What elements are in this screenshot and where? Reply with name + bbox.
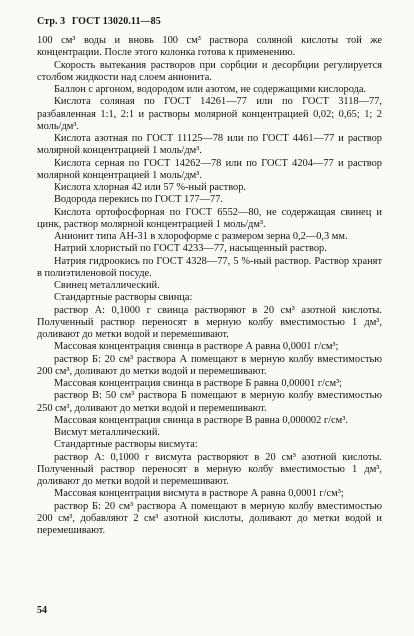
- paragraph: 100 см³ воды и вновь 100 см³ раствора соляной кислоты той же концентрации. После этого колонка готова к применению.: [37, 35, 382, 59]
- paragraph: Натрий хлористый по ГОСТ 4233—77, насыщенный раствор.: [54, 243, 327, 255]
- paragraph: Массовая концентрация свинца в растворе В равна 0,000002 г/см³.: [54, 414, 348, 426]
- paragraph: Кислота соляная по ГОСТ 14261—77 или по ГОСТ 3118—77, разбавленная 1:1, 2:1 и растворы молярной концентрацией 0,02; 0,65; 1; 2 моль/дм³.: [37, 96, 382, 132]
- paragraph: раствор А: 0,1000 г свинца растворяют в 20 см³ азотной кислоты. Полученный раствор переносят в мерную колбу вместимостью 1 дм³, доливают до метки водой и перемешивают.: [37, 304, 382, 340]
- paragraph: Массовая концентрация свинца в растворе А равна 0,0001 г/см³;: [54, 341, 339, 353]
- paragraph: Стандартные растворы висмута:: [54, 439, 198, 451]
- paragraph: Водорода перекись по ГОСТ 177—77.: [54, 194, 224, 206]
- paragraph: Натрия гидроокись по ГОСТ 4328—77, 5 %-ный раствор. Раствор хранят в полиэтиленовой посуде.: [37, 255, 382, 279]
- paragraph: Скорость вытекания растворов при сорбции и десорбции регулируется столбом жидкости над слоем анионита.: [37, 59, 382, 83]
- paragraph: Анионит типа АН-31 в хлороформе с размером зерна 0,2—0,3 мм.: [54, 231, 348, 242]
- paragraph: раствор Б: 20 см³ раствора А помещают в мерную колбу вместимостью 200 см³, доливают до метки водой и перемешивают.: [37, 353, 382, 377]
- paragraph: Массовая концентрация свинца в растворе Б равна 0,00001 г/см³;: [54, 378, 343, 389]
- header-doc-code: ГОСТ 13020.11—85: [71, 16, 161, 27]
- paragraph: Кислота серная по ГОСТ 14262—78 или по ГОСТ 4204—77 и раствор молярной концентрацией 1 моль/дм³.: [37, 157, 382, 181]
- paragraph: раствор В: 50 см³ раствора Б помещают в мерную колбу вместимостью 250 см³, доливают до метки водой и перемешивают.: [37, 390, 382, 414]
- paragraph: раствор А: 0,1000 г висмута растворяют в 20 см³ азотной кислоты. Полученный раствор переносят в мерную колбу вместимостью 1 дм³, доливают до метки водой и перемешивают.: [37, 451, 382, 487]
- paragraph: Кислота хлорная 42 или 57 %-ный раствор.: [54, 182, 247, 193]
- paragraph: Кислота ортофосфорная по ГОСТ 6552—80, не содержащая свинец и цинк, раствор молярной концентрацией 1 моль/дм³.: [37, 206, 382, 230]
- paragraph: Кислота азотная по ГОСТ 11125—78 или по ГОСТ 4461—77 и раствор молярной концентрацией 1 моль/дм³.: [37, 133, 382, 157]
- paragraph: Массовая концентрация висмута в растворе А равна 0,0001 г/см³;: [54, 488, 344, 500]
- page-number: 54: [37, 605, 47, 616]
- paragraph: Баллон с аргоном, водородом или азотом, не содержащими кислорода.: [54, 84, 367, 95]
- paragraph: Висмут металлический.: [54, 427, 160, 438]
- paragraph: Стандартные растворы свинца:: [54, 292, 193, 304]
- header-page-label: Стр. 3: [37, 16, 66, 27]
- running-header: [37, 16, 382, 27]
- paragraph: Свинец металлический.: [54, 280, 160, 291]
- document-body: [37, 35, 382, 537]
- paragraph: раствор Б: 20 см³ раствора А помещают в мерную колбу вместимостью 200 см³, добавляют 2 см³ азотной кислоты, доливают до метки водой и перемешивают.: [37, 500, 382, 536]
